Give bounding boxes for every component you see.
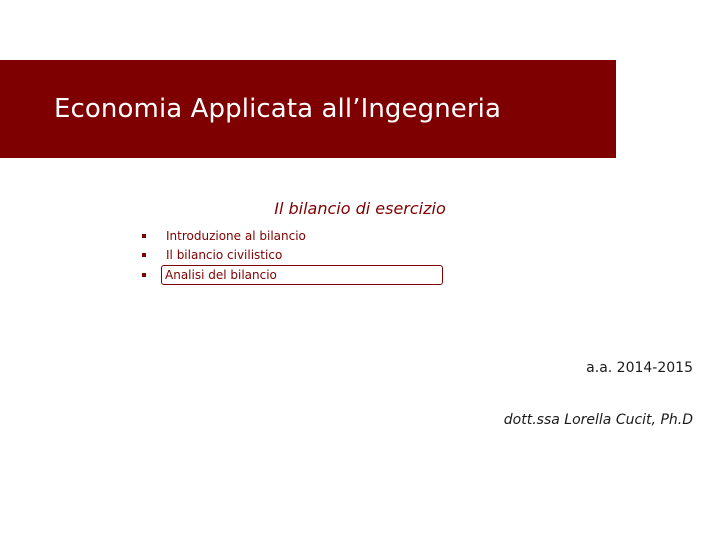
academic-year: a.a. 2014-2015: [586, 360, 693, 376]
topic-label: Il bilancio civilistico: [166, 248, 283, 263]
square-bullet-icon: [142, 273, 146, 277]
topic-item[interactable]: [142, 226, 443, 246]
author-name: dott.ssa Lorella Cucit, Ph.D: [503, 412, 693, 428]
square-bullet-icon: [142, 234, 146, 238]
topic-label: Introduzione al bilancio: [166, 228, 306, 243]
subtitle-text: Il bilancio di esercizio: [274, 199, 446, 218]
title-banner: [0, 60, 616, 158]
topic-list: [142, 226, 443, 285]
slide-subtitle: [0, 199, 720, 218]
topic-item-selected[interactable]: [142, 265, 443, 285]
square-bullet-icon: [142, 253, 146, 257]
topic-item[interactable]: [142, 246, 443, 266]
slide-title: Economia Applicata all’Ingegneria: [54, 94, 502, 124]
topic-label: Analisi del bilancio: [161, 265, 443, 285]
